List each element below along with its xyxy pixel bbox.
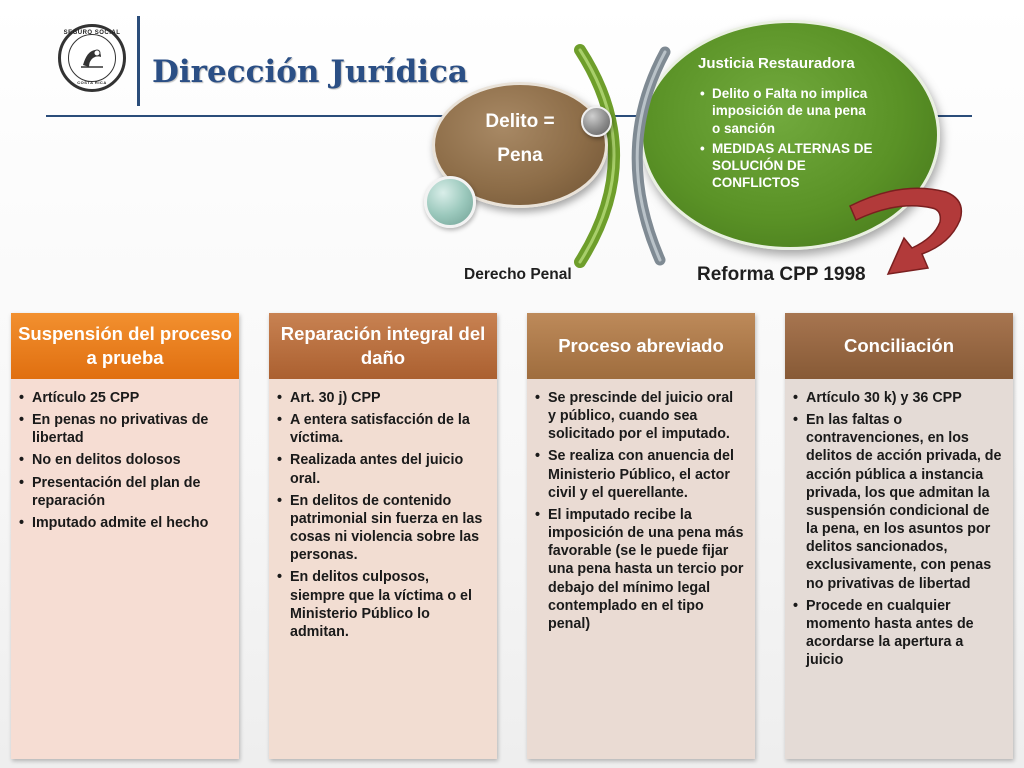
pena-label: Pena <box>497 145 543 166</box>
justicia-restauradora-title: Justicia Restauradora <box>698 55 855 72</box>
gray-circle-icon <box>581 106 612 137</box>
list-item: • El imputado recibe la imposición de una pena más favorable (se le puede fijar una pena hasta un tercio por debajo del mínimo legal contemplado en el tipo penal) <box>535 506 745 633</box>
column-body <box>11 379 239 759</box>
column-body <box>269 379 497 759</box>
list-item: • Artículo 30 k) y 36 CPP <box>793 389 1003 407</box>
teal-circle-icon <box>424 176 476 228</box>
column-title: Conciliación <box>785 313 1013 379</box>
column-title: Proceso abreviado <box>527 313 755 379</box>
column-conciliacion <box>785 313 1013 759</box>
list-item: • Se prescinde del juicio oral y público, cuando sea solicitado por el imputado. <box>535 389 745 443</box>
page-title: Dirección Jurídica <box>152 54 468 90</box>
list-item: • Procede en cualquier momento hasta antes de acordarse la apertura a juicio <box>793 597 1003 670</box>
column-body <box>527 379 755 759</box>
seal-bottom-text: COSTA RICA <box>77 80 107 85</box>
column-list <box>277 389 487 641</box>
column-proceso-abreviado <box>527 313 755 759</box>
list-item: • Delito o Falta no implica imposición de una pena o sanción <box>700 85 875 137</box>
list-item: • No en delitos dolosos <box>19 451 229 469</box>
column-list <box>535 389 745 633</box>
list-item: • A entera satisfacción de la víctima. <box>277 411 487 447</box>
list-item: • Se realiza con anuencia del Ministerio Público, el actor civil y el querellante. <box>535 447 745 501</box>
column-title: Reparación integral del daño <box>269 313 497 379</box>
column-title: Suspensión del proceso a prueba <box>11 313 239 379</box>
delito-label: Delito = <box>485 111 555 132</box>
list-item: • Presentación del plan de reparación <box>19 474 229 510</box>
column-list <box>19 389 229 532</box>
list-item: • En delitos culposos, siempre que la víctima o el Ministerio Público lo admitan. <box>277 568 487 641</box>
list-item: • En las faltas o contravenciones, en los delitos de acción privada, de acción pública a instancia privada, los que admitan la suspensión condicional de la pena, en los asuntos por delitos sancionados, exclusivamente, con penas no privativas de libertad <box>793 411 1003 593</box>
list-item: • Imputado admite el hecho <box>19 514 229 532</box>
list-item: • MEDIDAS ALTERNAS DE SOLUCIÓN DE CONFLICTOS <box>700 140 875 192</box>
list-item: • En delitos de contenido patrimonial sin fuerza en las cosas ni violencia sobre las personas. <box>277 492 487 565</box>
reforma-cpp-label: Reforma CPP 1998 <box>697 264 866 285</box>
list-item: • Realizada antes del juicio oral. <box>277 451 487 487</box>
list-item: • Art. 30 j) CPP <box>277 389 487 407</box>
column-suspension <box>11 313 239 759</box>
seal-top-text: SEGURO SOCIAL <box>63 30 121 36</box>
column-list <box>793 389 1003 669</box>
list-item: • Artículo 25 CPP <box>19 389 229 407</box>
derecho-penal-label: Derecho Penal <box>464 266 572 283</box>
justicia-restauradora-list <box>700 85 875 195</box>
column-body <box>785 379 1013 759</box>
list-item: • En penas no privativas de libertad <box>19 411 229 447</box>
justice-comparison-diagram <box>0 0 1024 300</box>
column-reparacion <box>269 313 497 759</box>
